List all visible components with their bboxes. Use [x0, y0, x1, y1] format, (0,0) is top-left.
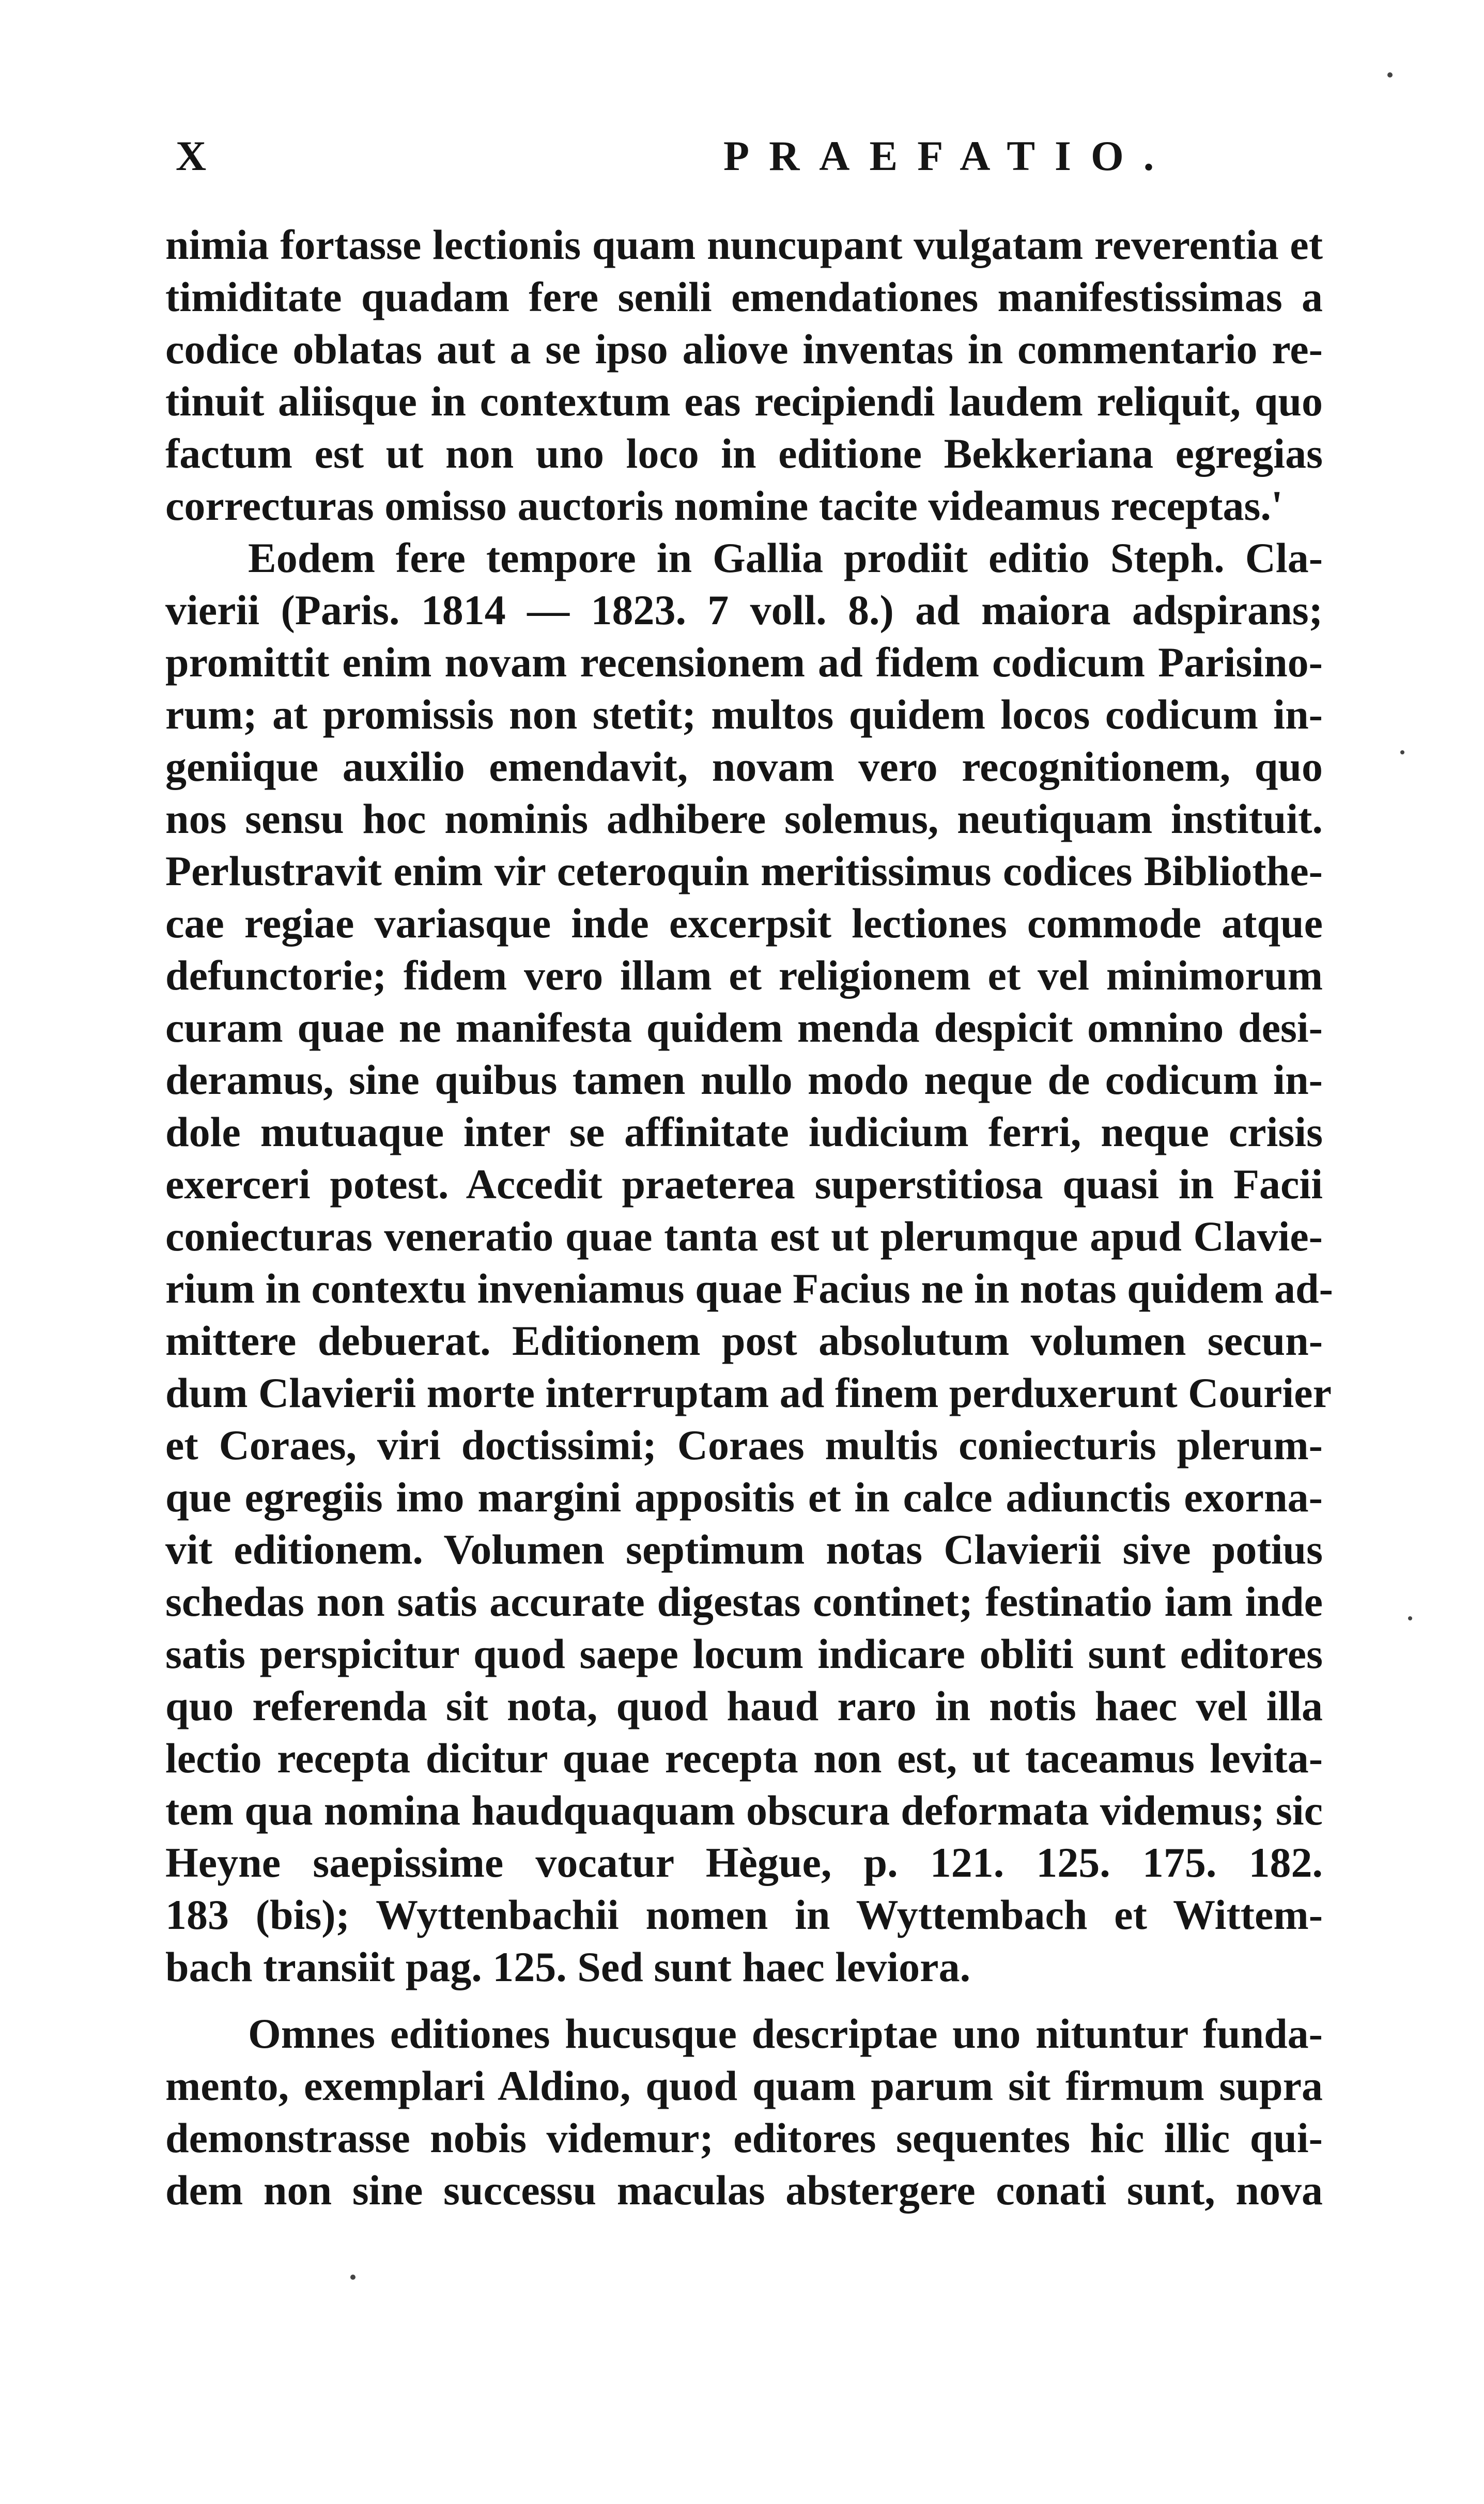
text-line: schedas non satis accurate digestas continet; festinatio iam inde: [165, 1578, 1323, 1625]
text-line: defunctorie; fidem vero illam et religionem et vel minimorum: [165, 952, 1323, 999]
text-line: codice oblatas aut a se ipso aliove inventas in commentario re-: [165, 326, 1323, 373]
text-line: 183 (bis); Wyttenbachii nomen in Wyttembach et Wittem-: [165, 1891, 1323, 1938]
text-line: dem non sine successu maculas abstergere conati sunt, nova: [165, 2167, 1323, 2214]
text-line: Omnes editiones hucusque descriptae uno nituntur funda-: [248, 2010, 1323, 2057]
text-line: promittit enim novam recensionem ad fidem codicum Parisino-: [165, 639, 1323, 686]
text-line: lectio recepta dicitur quae recepta non est, ut taceamus levita-: [165, 1735, 1323, 1782]
text-line: exerceri potest. Accedit praeterea superstitiosa quasi in Facii: [165, 1161, 1323, 1208]
text-line: cae regiae variasque inde excerpsit lectiones commode atque: [165, 900, 1323, 947]
scan-speck: [350, 2275, 355, 2280]
text-line: et Coraes, viri doctissimi; Coraes multis coniecturis plerum-: [165, 1421, 1323, 1469]
text-line: Eodem fere tempore in Gallia prodiit editio Steph. Cla-: [248, 534, 1323, 581]
text-line: vierii (Paris. 1814 — 1823. 7 voll. 8.) ad maiora adspirans;: [165, 586, 1323, 633]
text-line: coniecturas veneratio quae tanta est ut plerumque apud Clavie-: [165, 1213, 1323, 1260]
text-line: tem qua nomina haudquaquam obscura deformata videmus; sic: [165, 1787, 1323, 1834]
text-line: dum Clavierii morte interruptam ad finem perduxerunt Courier: [165, 1369, 1332, 1416]
text-line: nimia fortasse lectionis quam nuncupant vulgatam reverentia et: [165, 221, 1323, 268]
scan-speck: [1400, 750, 1404, 754]
page-number: X: [176, 132, 209, 179]
text-line: mento, exemplari Aldino, quod quam parum sit firmum supra: [165, 2062, 1323, 2109]
text-line: Perlustravit enim vir ceteroquin meritissimus codices Bibliothe-: [165, 847, 1323, 894]
paragraph-gap: [165, 1993, 1323, 2007]
text-line: bach transiit pag. 125. Sed sunt haec leviora.: [165, 1943, 971, 1990]
page-header: [176, 132, 1343, 189]
text-line: rum; at promissis non stetit; multos quidem locos codicum in-: [165, 691, 1323, 738]
text-line: dole mutuaque inter se affinitate iudicium ferri, neque crisis: [165, 1108, 1323, 1155]
paragraph-3: [165, 2007, 1323, 2216]
running-title: PRAEFATIO.: [723, 132, 1174, 179]
text-line: correcturas omisso auctoris nomine tacite videamus receptas.': [165, 482, 1283, 529]
paragraph-2: [165, 532, 1333, 1993]
text-line: deramus, sine quibus tamen nullo modo neque de codicum in-: [165, 1056, 1323, 1103]
text-line: factum est ut non uno loco in editione Bekkeriana egregias: [165, 430, 1323, 477]
text-line: mittere debuerat. Editionem post absolutum volumen secun-: [165, 1317, 1323, 1364]
text-line: quo referenda sit nota, quod haud raro in notis haec vel illa: [165, 1682, 1323, 1729]
text-line: geniique auxilio emendavit, novam vero recognitionem, quo: [165, 743, 1323, 790]
text-line: demonstrasse nobis videmur; editores sequentes hic illic qui-: [165, 2114, 1323, 2161]
body-text: [165, 219, 1333, 2216]
text-line: satis perspicitur quod saepe locum indicare obliti sunt editores: [165, 1630, 1323, 1677]
text-line: vit editionem. Volumen septimum notas Clavierii sive potius: [165, 1526, 1323, 1573]
text-line: nos sensu hoc nominis adhibere solemus, neutiquam instituit.: [165, 795, 1323, 842]
text-line: Heyne saepissime vocatur Hègue, p. 121. 125. 175. 182.: [165, 1839, 1323, 1886]
scan-speck: [1387, 72, 1393, 78]
text-line: que egregiis imo margini appositis et in calce adiunctis exorna-: [165, 1474, 1323, 1521]
text-line: tinuit aliisque in contextum eas recipiendi laudem reliquit, quo: [165, 378, 1323, 425]
text-line: timiditate quadam fere senili emendationes manifestissimas a: [165, 273, 1323, 320]
text-line: rium in contextu inveniamus quae Facius ne in notas quidem ad-: [165, 1265, 1333, 1312]
paragraph-1: [165, 219, 1323, 532]
scan-speck: [1408, 1616, 1412, 1620]
text-line: curam quae ne manifesta quidem menda despicit omnino desi-: [165, 1004, 1323, 1051]
